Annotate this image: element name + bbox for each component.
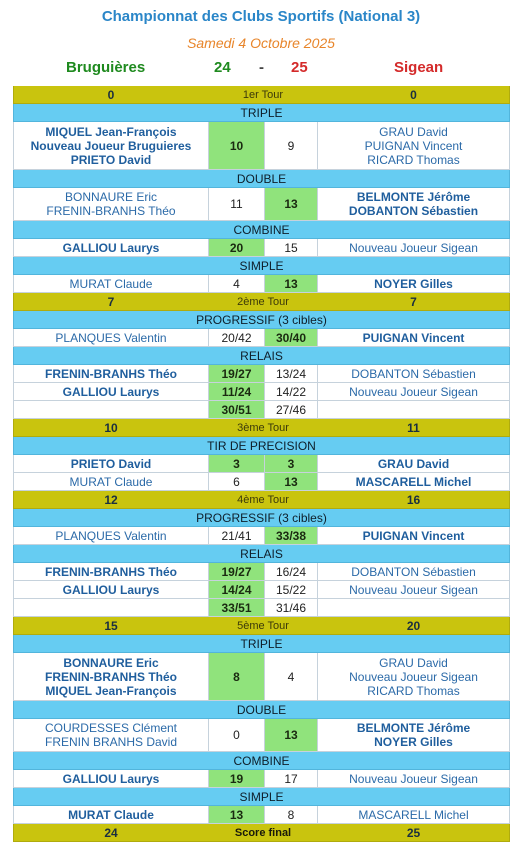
home-players [14,188,208,220]
round-label: 3ème Tour [237,421,289,434]
home-round-score: 15 [104,618,118,633]
away-player-name: GRAU David [379,655,448,670]
match-row [13,581,510,599]
home-team-name: Bruguières [66,59,146,76]
event-label: TRIPLE [240,636,283,651]
event-header-row [13,437,510,455]
away-player-name: Nouveau Joueur Sigean [349,669,478,684]
home-player-name: COURDESSES Clément [44,721,178,735]
away-player-name: NOYER Gilles [374,735,453,749]
home-players [14,122,208,169]
away-player-name: MASCARELL Michel [358,807,469,822]
match-row [13,719,510,752]
home-match-score: 21/41 [208,527,264,544]
home-player-name: FRENIN-BRANHS Théo [45,366,177,381]
event-label: SIMPLE [239,258,284,273]
home-team-score: 24 [214,59,231,76]
home-player-name: MURAT Claude [69,474,153,489]
away-player-name: Nouveau Joueur Sigean [349,240,478,255]
match-date: Samedi 4 Octobre 2025 [187,35,335,51]
away-match-score: 13 [264,473,318,490]
away-players [318,455,509,472]
event-header-row [13,257,510,275]
home-players [14,653,208,700]
event-label: TRIPLE [240,105,283,120]
away-players [318,329,509,346]
event-label: DOUBLE [236,702,287,717]
away-match-score: 13 [264,188,318,220]
away-match-score: 17 [264,770,318,787]
away-players [318,365,509,382]
event-header-row [13,170,510,188]
home-player-name: Nouveau Joueur Bruguieres [30,138,192,153]
event-label: PROGRESSIF (3 cibles) [196,312,327,327]
round-label: 5ème Tour [237,619,289,632]
home-round-score: 12 [104,492,118,507]
home-player-name: PLANQUES Valentin [55,528,167,543]
away-players [318,275,509,292]
away-players [318,581,509,598]
home-player-name: GALLIOU Laurys [62,582,160,597]
home-players [14,473,208,490]
round-row [13,86,510,104]
page-title: Championnat des Clubs Sportifs (National 3) [101,8,421,25]
match-row [13,473,510,491]
away-round-score: 20 [406,618,421,633]
home-match-score: 4 [208,275,264,292]
home-match-score: 19 [208,770,264,787]
away-players [318,122,509,169]
home-match-score: 3 [208,455,264,472]
home-match-score: 13 [208,806,264,823]
away-player-name: PUIGNAN Vincent [364,138,463,153]
round-label: Score final [234,826,292,839]
home-match-score: 33/51 [208,599,264,616]
away-player-name: Nouveau Joueur Sigean [349,384,478,399]
home-match-score: 20 [208,239,264,256]
away-match-score: 15 [264,239,318,256]
home-players [14,581,208,598]
home-match-score: 11/24 [208,383,264,400]
round-label: 1er Tour [242,88,284,101]
event-header-row [13,701,510,719]
home-player-name: PRIETO David [70,152,152,167]
away-players [318,473,509,490]
away-players [318,401,509,418]
event-header-row [13,221,510,239]
home-player-name: FRENIN-BRANHS Théo [46,204,176,218]
round-row [13,419,510,437]
away-player-name: DOBANTON Sébastien [348,204,479,218]
home-player-name: BONNAURE Eric [64,190,157,204]
away-players [318,188,509,220]
event-header-row [13,509,510,527]
results-table [13,86,510,842]
event-label: RELAIS [240,546,283,561]
away-player-name: Nouveau Joueur Sigean [349,582,478,597]
match-row [13,806,510,824]
away-round-score: 0 [410,87,417,102]
home-player-name: MIQUEL Jean-François [45,124,177,139]
away-match-score: 3 [264,455,318,472]
away-player-name: PUIGNAN Vincent [362,330,465,345]
away-player-name: RICARD Thomas [367,152,460,167]
away-player-name: MASCARELL Michel [355,474,472,489]
event-label: TIR DE PRECISION [207,438,316,453]
event-header-row [13,311,510,329]
away-players [318,383,509,400]
away-players [318,653,509,700]
round-label: 4ème Tour [237,493,289,506]
away-team-score: 25 [291,59,308,76]
home-players [14,806,208,823]
away-player-name: NOYER Gilles [374,276,453,291]
away-match-score: 14/22 [264,383,318,400]
home-match-score: 14/24 [208,581,264,598]
home-player-name: MIQUEL Jean-François [45,683,177,698]
event-label: COMBINE [233,753,290,768]
home-round-score: 24 [104,825,118,840]
home-players [14,455,208,472]
away-players [318,239,509,256]
match-row [13,401,510,419]
match-row [13,188,510,221]
home-players [14,329,208,346]
away-players [318,770,509,787]
home-match-score: 30/51 [208,401,264,418]
away-player-name: RICARD Thomas [367,683,460,698]
event-header-row [13,788,510,806]
away-match-score: 30/40 [264,329,318,346]
home-match-score: 11 [208,188,264,220]
event-header-row [13,545,510,563]
away-player-name: GRAU David [377,456,450,471]
away-match-score: 8 [264,806,318,823]
away-team-name: Sigean [394,59,444,76]
home-players [14,563,208,580]
match-row [13,383,510,401]
match-row [13,599,510,617]
away-match-score: 33/38 [264,527,318,544]
away-players [318,719,509,751]
away-match-score: 16/24 [264,563,318,580]
away-round-score: 25 [406,825,421,840]
away-match-score: 13/24 [264,365,318,382]
home-player-name: FRENIN-BRANHS Théo [45,669,177,684]
home-player-name: GALLIOU Laurys [62,384,160,399]
home-players [14,401,208,418]
match-row [13,563,510,581]
home-player-name: GALLIOU Laurys [62,771,160,786]
home-players [14,527,208,544]
event-header-row [13,347,510,365]
away-match-score: 15/22 [264,581,318,598]
home-match-score: 6 [208,473,264,490]
home-match-score: 10 [208,122,264,169]
home-player-name: PRIETO David [70,456,152,471]
away-player-name: DOBANTON Sébastien [351,366,476,381]
round-label: 2ème Tour [237,295,289,308]
home-player-name: PLANQUES Valentin [55,330,167,345]
event-label: DOUBLE [236,171,287,186]
event-label: RELAIS [240,348,283,363]
match-row [13,365,510,383]
away-players [318,563,509,580]
home-round-score: 7 [107,294,115,309]
away-player-name: GRAU David [379,124,448,139]
home-players [14,599,208,616]
home-match-score: 19/27 [208,563,264,580]
match-row [13,527,510,545]
event-label: COMBINE [233,222,290,237]
home-players [14,383,208,400]
away-players [318,527,509,544]
home-player-name: FRENIN BRANHS David [44,735,178,749]
match-row [13,770,510,788]
event-header-row [13,635,510,653]
away-players [318,806,509,823]
match-row [13,455,510,473]
event-header-row [13,104,510,122]
home-match-score: 8 [208,653,264,700]
match-row [13,275,510,293]
home-match-score: 19/27 [208,365,264,382]
home-players [14,239,208,256]
match-row [13,653,510,701]
home-player-name: BONNAURE Eric [63,655,159,670]
home-players [14,770,208,787]
event-label: PROGRESSIF (3 cibles) [196,510,327,525]
round-row [13,491,510,509]
away-round-score: 11 [407,420,420,435]
match-row [13,329,510,347]
home-player-name: MURAT Claude [68,807,154,822]
event-label: SIMPLE [239,789,284,804]
home-round-score: 10 [104,420,118,435]
event-header-row [13,752,510,770]
home-match-score: 0 [208,719,264,751]
score-separator: - [259,59,264,76]
away-round-score: 7 [410,294,417,309]
away-player-name: PUIGNAN Vincent [362,528,465,543]
match-row [13,122,510,170]
away-round-score: 16 [406,492,421,507]
away-match-score: 31/46 [264,599,318,616]
home-player-name: FRENIN-BRANHS Théo [45,564,177,579]
home-players [14,365,208,382]
home-players [14,719,208,751]
away-match-score: 13 [264,275,318,292]
away-match-score: 27/46 [264,401,318,418]
away-match-score: 9 [264,122,318,169]
home-players [14,275,208,292]
match-row [13,239,510,257]
away-player-name: Nouveau Joueur Sigean [349,771,478,786]
round-row [13,293,510,311]
away-match-score: 4 [264,653,318,700]
away-player-name: DOBANTON Sébastien [351,564,476,579]
home-player-name: MURAT Claude [69,276,153,291]
home-round-score: 0 [107,87,115,102]
home-match-score: 20/42 [208,329,264,346]
away-player-name: BELMONTE Jérôme [356,721,471,735]
home-player-name: GALLIOU Laurys [62,240,160,255]
away-player-name: BELMONTE Jérôme [356,190,471,204]
away-match-score: 13 [264,719,318,751]
away-players [318,599,509,616]
round-row [13,617,510,635]
